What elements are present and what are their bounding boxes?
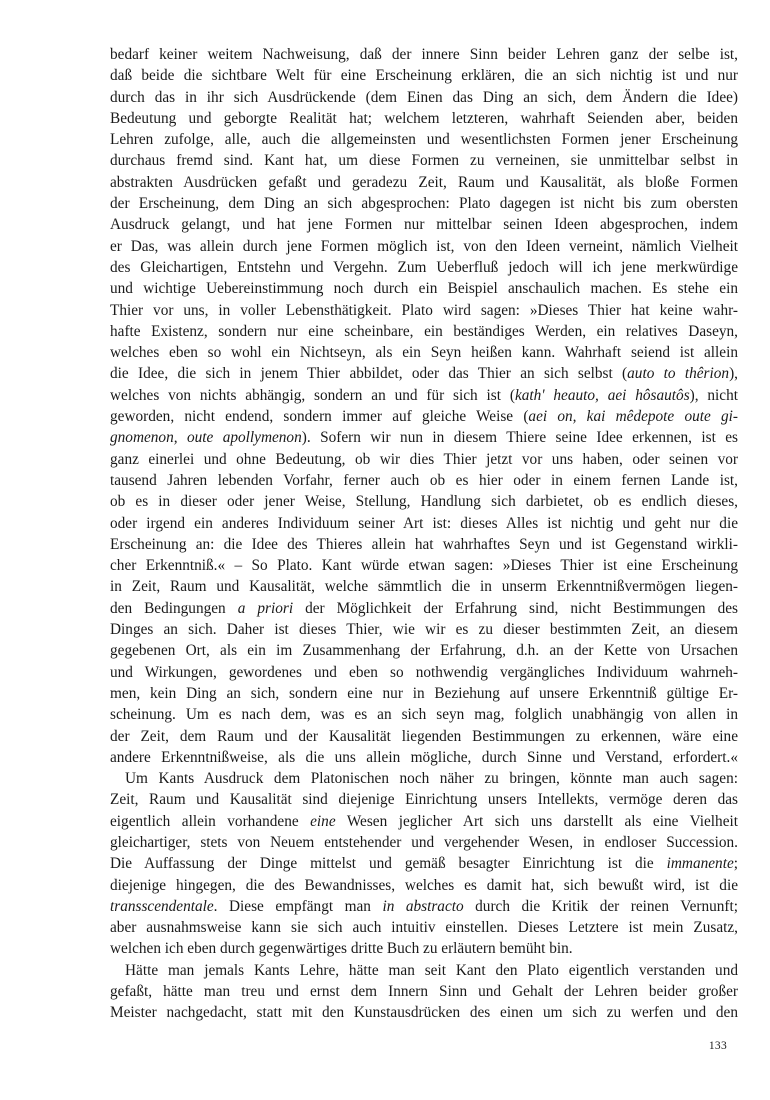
- text-line: [110, 87, 738, 108]
- page-text: [110, 44, 738, 1024]
- text-line: [110, 150, 738, 171]
- text-run: Zeit, Raum und Kausalität sind diejenige Einrichtung unsers Intellekts, vermöge deren das: [110, 791, 738, 809]
- text-line: [110, 193, 738, 214]
- text-run: welchen ich eben durch gegenwärtiges dritte Buch zu erläutern bemüht bin.: [110, 940, 573, 958]
- text-run: gefaßt, hätte man treu und ernst dem Innern Sinn und Gehalt der Lehren beider großer: [110, 983, 738, 1001]
- text-line: [110, 278, 738, 299]
- text-run: durchaus fremd sind. Kant hat, um diese Formen zu verneinen, sie unmittelbar selbst in: [110, 152, 738, 170]
- text-run: Dinges an sich. Daher ist dieses Thier, wie wir es zu dieser bestimmten Zeit, an diesem: [110, 621, 738, 639]
- text-line: [110, 768, 738, 789]
- text-run: den Bedingungen: [110, 599, 238, 617]
- text-run: durch die Kritik der reinen Vernunft;: [463, 897, 738, 915]
- text-line: [110, 789, 738, 810]
- text-run: eigentlich allein vorhandene: [110, 812, 311, 830]
- text-line: [110, 513, 738, 534]
- text-line: [110, 129, 738, 150]
- italic-run: auto to thêrion: [627, 365, 730, 383]
- text-run: men, kein Ding an sich, sondern eine nur in Beziehung auf unsere Erkenntniß gültige Er-: [110, 684, 738, 702]
- text-run: der Möglichkeit der Erfahrung sind, nicht Bestimmungen des: [293, 599, 738, 617]
- text-run: Lehren zufolge, alle, auch die allgemeinsten und wesentlichsten Formen jener Erscheinung: [110, 131, 738, 149]
- text-line: [110, 342, 738, 363]
- text-line: [110, 875, 738, 896]
- text-run: diejenige hingegen, die des Bewandnisses, welches es damit hat, sich bewußt wird, ist die: [110, 876, 738, 894]
- text-run: geworden, nicht endend, sondern immer auf gleiche Weise (: [110, 408, 529, 426]
- text-line: [110, 449, 738, 470]
- text-run: die Idee, die sich in jenem Thier abbildet, oder das Thier an sich selbst (: [110, 365, 628, 383]
- text-run: abstrakten Ausdrücken gefaßt und geradezu Zeit, Raum und Kausalität, als bloße Formen: [110, 173, 738, 191]
- text-run: aber ausnahmsweise kann sie sich auch intuitiv einstellen. Dieses Letztere ist mein Zusatz,: [110, 919, 738, 937]
- text-line: [110, 427, 738, 448]
- text-line: [110, 214, 738, 235]
- text-line: [110, 683, 738, 704]
- text-run: Hätte man jemals Kants Lehre, hätte man seit Kant den Plato eigentlich verstanden und: [125, 961, 738, 979]
- italic-run: in abstracto: [382, 897, 464, 915]
- italic-run: aei on, kai mêdepote oute gi-: [528, 408, 738, 426]
- page-number: 133: [708, 1040, 727, 1052]
- text-run: Erscheinung an: die Idee des Thieres allein hat wahrhaftes Seyn und ist Gegenstand wirkli-: [110, 535, 738, 553]
- text-run: durch das in ihr sich Ausdrückende (dem Einen das Ding an sich, dem Ändern die Idee): [110, 88, 738, 106]
- text-run: Meister nachgedacht, statt mit den Kunstausdrücken des einen um sich zu werfen und den: [110, 1004, 738, 1022]
- text-run: ). Sofern wir nun in diesem Thiere seine Idee erkennen, ist es: [301, 429, 738, 447]
- text-run: Um Kants Ausdruck dem Platonischen noch näher zu bringen, könnte man auch sagen:: [125, 770, 738, 788]
- text-line: [110, 981, 738, 1002]
- text-line: [110, 960, 738, 981]
- text-run: gegebenen Ort, als ein im Zusammenhang der Erfahrung, d.h. an der Kette von Ursachen: [110, 642, 738, 660]
- text-run: andere Erkenntnißweise, als die uns allein mögliche, durch Sinne und Verstand, erfordert.«: [110, 748, 738, 766]
- text-line: [110, 385, 738, 406]
- text-line: [110, 257, 738, 278]
- text-run: ),: [729, 365, 738, 383]
- text-line: [110, 108, 738, 129]
- text-run: ;: [733, 855, 738, 873]
- text-run: Wesen jeglicher Art sich uns darstellt als eine Vielheit: [335, 812, 738, 830]
- text-run: Thier vor uns, in voller Lebensthätigkeit. Plato wird sagen: »Dieses Thier hat keine wahr-: [110, 301, 738, 319]
- text-line: [110, 640, 738, 661]
- text-line: [110, 300, 738, 321]
- text-line: [110, 1002, 738, 1023]
- text-line: [110, 832, 738, 853]
- text-run: ganz einerlei und ohne Bedeutung, ob wir dies Thier jetzt vor uns haben, oder seinen vor: [110, 450, 738, 468]
- text-line: [110, 65, 738, 86]
- italic-run: gnomenon, oute apollymenon: [110, 429, 302, 447]
- text-line: [110, 619, 738, 640]
- italic-run: kath' heauto, aei hôsautôs: [514, 386, 690, 404]
- text-run: gleichartiger, stets von Neuem entstehender und vergehender Wesen, in endloser Succession.: [110, 833, 738, 851]
- text-run: der Zeit, dem Raum und der Kausalität liegenden Bestimmungen zu erkennen, wäre eine: [110, 727, 738, 745]
- text-line: [110, 555, 738, 576]
- text-run: in Zeit, Raum und Kausalität, welche sämmtlich die in unserm Erkenntnißvermögen liegen-: [110, 578, 738, 596]
- text-line: [110, 534, 738, 555]
- text-line: [110, 726, 738, 747]
- text-run: daß beide die sichtbare Welt für eine Erscheinung erklären, die an sich nichtig ist und nur: [110, 67, 738, 85]
- text-line: [110, 938, 738, 959]
- text-run: ob es in dieser oder jener Weise, Stellung, Handlung sich darbietet, ob es endlich dieses,: [110, 493, 738, 511]
- text-line: [110, 896, 738, 917]
- text-run: und Wirkungen, gewordenes und eben so nothwendig vergängliches Individuum wahrneh-: [110, 663, 738, 681]
- text-run: hafte Existenz, sondern nur eine scheinbare, ein beständiges Werden, ein relatives Daseyn,: [110, 322, 738, 340]
- text-line: [110, 172, 738, 193]
- italic-run: eine: [310, 812, 336, 830]
- text-line: [110, 853, 738, 874]
- text-run: scheinung. Um es nach dem, was es an sich seyn mag, folglich unabhängig von allen in: [110, 706, 738, 724]
- text-line: [110, 747, 738, 768]
- text-line: [110, 236, 738, 257]
- text-line: [110, 704, 738, 725]
- text-line: [110, 598, 738, 619]
- text-line: [110, 811, 738, 832]
- text-line: [110, 491, 738, 512]
- text-run: und wichtige Uebereinstimmung noch durch ein Beispiel anschaulich machen. Es stehe ein: [110, 280, 738, 298]
- italic-run: immanente: [666, 855, 734, 873]
- text-line: [110, 406, 738, 427]
- text-line: [110, 662, 738, 683]
- text-run: er Das, was allein durch jene Formen möglich ist, von den Ideen verneint, nämlich Vielheit: [110, 237, 738, 255]
- text-line: [110, 44, 738, 65]
- text-run: ), nicht: [689, 386, 738, 404]
- italic-run: a priori: [237, 599, 294, 617]
- text-run: der Erscheinung, dem Ding an sich abgesprochen: Plato dagegen ist nicht bis zum obersten: [110, 195, 738, 213]
- text-run: cher Erkenntniß.« – So Plato. Kant würde etwan sagen: »Dieses Thier ist eine Erscheinung: [110, 557, 738, 575]
- text-line: [110, 917, 738, 938]
- text-run: bedarf keiner weitem Nachweisung, daß der innere Sinn beider Lehren ganz der selbe ist,: [110, 46, 738, 63]
- text-run: Bedeutung und geborgte Realität hat; welchem letzteren, wahrhaft Seienden aber, beiden: [110, 109, 738, 127]
- italic-run: transscendentale: [110, 897, 214, 915]
- text-run: welches von nichts abhängig, sondern an und für sich ist (: [110, 386, 515, 404]
- text-run: . Diese empfängt man: [213, 897, 383, 915]
- text-run: tausend Jahren lebenden Vorfahr, ferner auch ob es hier oder in einem fernen Lande ist,: [110, 471, 738, 489]
- text-run: Die Auffassung der Dinge mittelst und gemäß besagter Einrichtung ist die: [110, 855, 667, 873]
- text-run: des Gleichartigen, Entstehn und Vergehn. Zum Ueberfluß jedoch will ich jene merkwürdige: [110, 258, 738, 276]
- text-run: welches eben so wohl ein Nichtseyn, als ein Seyn heißen kann. Wahrhaft seiend ist allein: [110, 344, 738, 362]
- text-line: [110, 576, 738, 597]
- text-line: [110, 363, 738, 384]
- text-line: [110, 470, 738, 491]
- text-line: [110, 321, 738, 342]
- text-run: oder irgend ein anderes Individuum seiner Art ist: dieses Alles ist nichtig und geht nur die: [110, 514, 738, 532]
- text-run: Ausdruck gelangt, und hat jene Formen nur mittelbar seinen Ideen abgesprochen, indem: [110, 216, 738, 234]
